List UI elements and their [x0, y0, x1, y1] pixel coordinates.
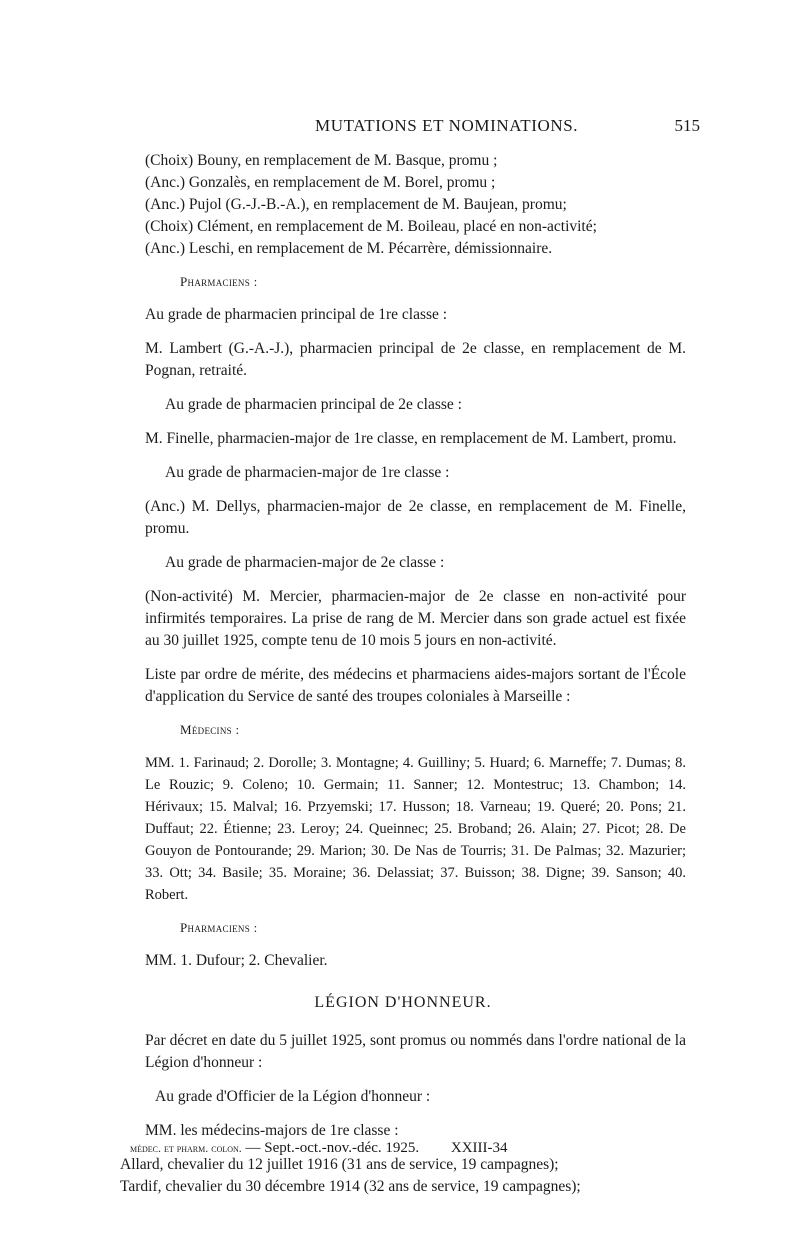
running-title: MUTATIONS ET NOMINATIONS.	[315, 116, 579, 135]
grade-heading: Au grade de pharmacien principal de 1re classe :	[145, 306, 448, 323]
pharmaciens-ranking-list: MM. 1. Dufour; 2. Chevalier.	[145, 952, 328, 969]
issue-date: — Sept.-oct.-nov.-déc. 1925.	[245, 1140, 420, 1156]
appointment-paragraph: M. Lambert (G.-A.-J.), pharmacien principal de 2e classe, en remplacement de M. Pognan, retraité.	[145, 340, 686, 379]
section-heading-medecins: Médecins :	[180, 722, 240, 737]
appointment-line: (Anc.) Leschi, en remplacement de M. Pécarrère, démissionnaire.	[145, 240, 553, 257]
appointment-paragraph: (Non-activité) M. Mercier, pharmacien-major de 2e classe en non-activité pour infirmités temporaires. La prise de rang de M. Mercier dans son grade actuel est fixée au 30 juillet 1925, compte tenu de 10 mois 5 jours en non-activité.	[145, 588, 686, 649]
grade-heading: Au grade de pharmacien-major de 2e classe :	[165, 554, 445, 571]
grade-heading: Au grade d'Officier de la Légion d'honneur :	[155, 1088, 431, 1105]
decret-paragraph: Par décret en date du 5 juillet 1925, sont promus ou nommés dans l'ordre national de la Légion d'honneur :	[145, 1032, 686, 1071]
section-heading-pharmaciens: Pharmaciens :	[180, 274, 258, 289]
recipient-line: Allard, chevalier du 12 juillet 1916 (31 ans de service, 19 campagnes);	[120, 1156, 559, 1173]
recipient-line: Tardif, chevalier du 30 décembre 1914 (32 ans de service, 19 campagnes);	[120, 1178, 581, 1195]
appointment-line: (Choix) Clément, en remplacement de M. Boileau, placé en non-activité;	[145, 218, 597, 235]
list-intro: Liste par ordre de mérite, des médecins et pharmaciens aides-majors sortant de l'École d'application du Service de santé des troupes coloniales à Marseille :	[145, 666, 686, 705]
appointment-line: (Choix) Bouny, en remplacement de M. Basque, promu ;	[145, 152, 498, 169]
page-header	[120, 116, 700, 140]
grade-heading: Au grade de pharmacien-major de 1re classe :	[165, 464, 450, 481]
page-number: 515	[674, 116, 700, 135]
page-footer	[130, 1140, 650, 1157]
journal-name: médec. et pharm. colon.	[130, 1141, 242, 1155]
section-heading-pharmaciens-list: Pharmaciens :	[180, 920, 258, 935]
recipients-intro: MM. les médecins-majors de 1re classe :	[145, 1122, 399, 1139]
medecins-ranking-list: MM. 1. Farinaud; 2. Dorolle; 3. Montagne; 4. Guilliny; 5. Huard; 6. Marneffe; 7. Dumas; 8. Le Rouzic; 9. Coleno; 10. Germain; 11. Sanner; 12. Montestruc; 13. Chambon; 14. Hérivaux; 15. Malval; 16. Przyemski; 17. Husson; 18. Varneau; 19. Queré; 20. Pons; 21. Duffaut; 22. Étienne; 23. Leroy; 24. Queinnec; 25. Broband; 26. Alain; 27. Picot; 28. De Gouyon de Pontourande; 29. Marion; 30. De Nas de Tourris; 31. De Palmas; 32. Mazurier; 33. Ott; 34. Basile; 35. Moraine; 36. Delassiat; 37. Buisson; 38. Digne; 39. Sanson; 40. Robert.	[145, 755, 686, 903]
page-body	[120, 150, 686, 1198]
appointment-paragraph: M. Finelle, pharmacien-major de 1re classe, en remplacement de M. Lambert, promu.	[145, 430, 677, 447]
legion-honneur-title: LÉGION D'HONNEUR.	[314, 994, 492, 1011]
grade-heading: Au grade de pharmacien principal de 2e classe :	[165, 396, 462, 413]
appointment-paragraph: (Anc.) M. Dellys, pharmacien-major de 2e classe, en remplacement de M. Finelle, promu.	[145, 498, 686, 537]
appointment-line: (Anc.) Gonzalès, en remplacement de M. Borel, promu ;	[145, 174, 496, 191]
signature-mark: XXIII-34	[450, 1140, 508, 1156]
appointment-line: (Anc.) Pujol (G.-J.-B.-A.), en remplacement de M. Baujean, promu;	[145, 196, 567, 213]
